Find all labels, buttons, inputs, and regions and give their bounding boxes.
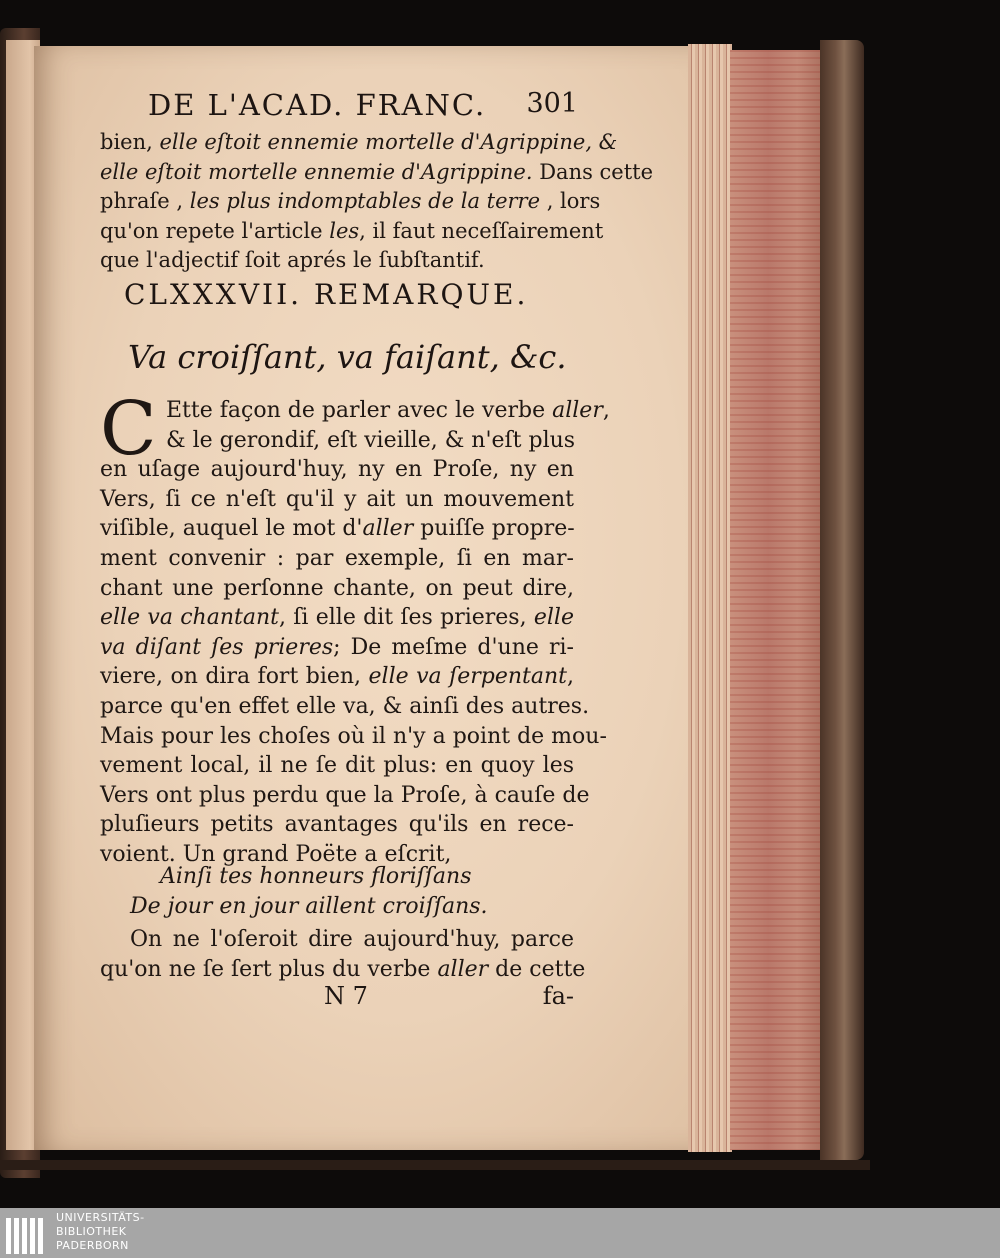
main-paragraph [100,386,610,870]
page-footer [100,982,574,1012]
text-line [100,158,654,188]
text-line [100,246,574,276]
page-fore-edge [688,44,732,1152]
text-line [100,662,574,692]
roman-text: Dans cette [532,159,654,184]
library-footer-bar [0,1208,1000,1258]
text-line [100,426,574,456]
roman-text: puiſſe propre- [413,516,575,542]
roman-text: de cette [488,956,586,982]
italic-text: elle va chantant [100,605,279,631]
roman-text: qu'on repete l'article [100,218,330,243]
page-number: 301 [526,88,578,119]
roman-text: qu'on ne ſe ſert plus du verbe [100,956,438,982]
italic-text: aller [552,398,603,423]
roman-text: en uſage aujourd'huy, ny en Proſe, ny en [100,457,574,483]
text-line [100,722,607,752]
signature-mark: N 7 [324,982,368,1010]
text-line [100,781,590,811]
italic-text: elle va ſerpentant [368,664,567,690]
roman-text: phraſe , [100,189,190,214]
text-line [100,633,574,663]
roman-text: , [567,664,574,690]
roman-text: Vers, ſi ce n'eſt qu'il y ait un mouvement [100,486,574,512]
text-line [100,810,574,840]
text-line [100,187,601,217]
verse-line-2: De jour en jour aillent croiſſans. [130,894,488,919]
text-line [100,455,574,485]
italic-text: les [329,218,360,243]
library-name [56,1211,145,1253]
text-line [100,485,574,515]
text-line [100,603,574,633]
page-header [148,88,578,128]
roman-text: & le gerondif, eſt vieille, & n'eſt plus [166,427,576,453]
text-line [100,514,574,544]
roman-text: voient. Un grand Poëte a eſcrit, [100,841,452,867]
roman-text: , lors [540,189,601,214]
roman-text: , il faut neceſſairement [359,218,604,243]
library-name-line-2: BIBLIOTHEK [56,1225,127,1238]
running-head: DE L'ACAD. FRANC. [148,88,487,122]
italic-text: elle eſtoit ennemie mortelle d'Agrippine, & [159,130,618,154]
italic-text: aller [362,516,414,542]
roman-text: parce qu'en effet elle va, & ainſi des autres. [100,693,590,719]
roman-text: ; De meſme d'une ri- [333,634,574,660]
right-cover [820,40,864,1160]
text-line [100,217,604,247]
section-title: CLXXXVII. REMARQUE. [124,278,529,311]
roman-text: Ette façon de parler avec le verbe [166,398,553,423]
section-subtitle: Va croiſſant, va faiſant, &c. [128,338,567,376]
catchword: fa- [542,982,574,1010]
text-line [100,128,618,158]
roman-text: pluſieurs petits avantages qu'ils en rece- [100,812,574,838]
text-line [100,396,610,426]
top-paragraph [100,128,654,276]
library-logo-icon [6,1212,46,1254]
text-line [100,544,574,574]
italic-text: aller [437,956,489,982]
roman-text: On ne l'oſeroit dire aujourd'huy, parce [130,927,574,952]
italic-text: les plus indomptables de la terre [189,189,541,214]
roman-text: , ſi elle dit ſes prieres, [278,605,534,631]
roman-text: chant une perſonne chante, on peut dire, [100,575,574,601]
text-line [100,925,574,955]
library-name-line-3: PADERBORN [56,1239,129,1252]
closing-paragraph [100,925,586,984]
text-line [100,955,586,985]
text-line [100,751,574,781]
roman-text: que l'adjectif ſoit aprés le ſubſtantif. [100,248,485,273]
verse-line-1: Ainſi tes honneurs floriſſans [160,864,472,889]
roman-text: bien, [100,130,160,154]
italic-text: elle eſtoit mortelle ennemie d'Agrippine. [100,159,533,184]
binding-bottom [0,1160,870,1170]
italic-text: elle [533,605,574,631]
roman-text: viſible, auquel le mot d' [100,516,363,542]
roman-text: , [602,398,610,423]
roman-text: Vers ont plus perdu que la Proſe, à cauſe de [100,782,590,808]
roman-text: vement local, il ne ſe dit plus: en quoy les [100,753,574,779]
text-line [100,692,590,722]
library-name-line-1: UNIVERSITÄTS- [56,1211,145,1224]
roman-text: viere, on dira fort bien, [100,664,369,690]
roman-text: ment convenir : par exemple, ſi en mar- [100,545,574,571]
text-block-edge [730,50,826,1150]
drop-cap: C [100,386,157,472]
italic-text: va diſant ſes prieres [100,634,334,660]
text-line [100,574,574,604]
roman-text: Mais pour les choſes où il n'y a point de mou- [100,723,607,749]
